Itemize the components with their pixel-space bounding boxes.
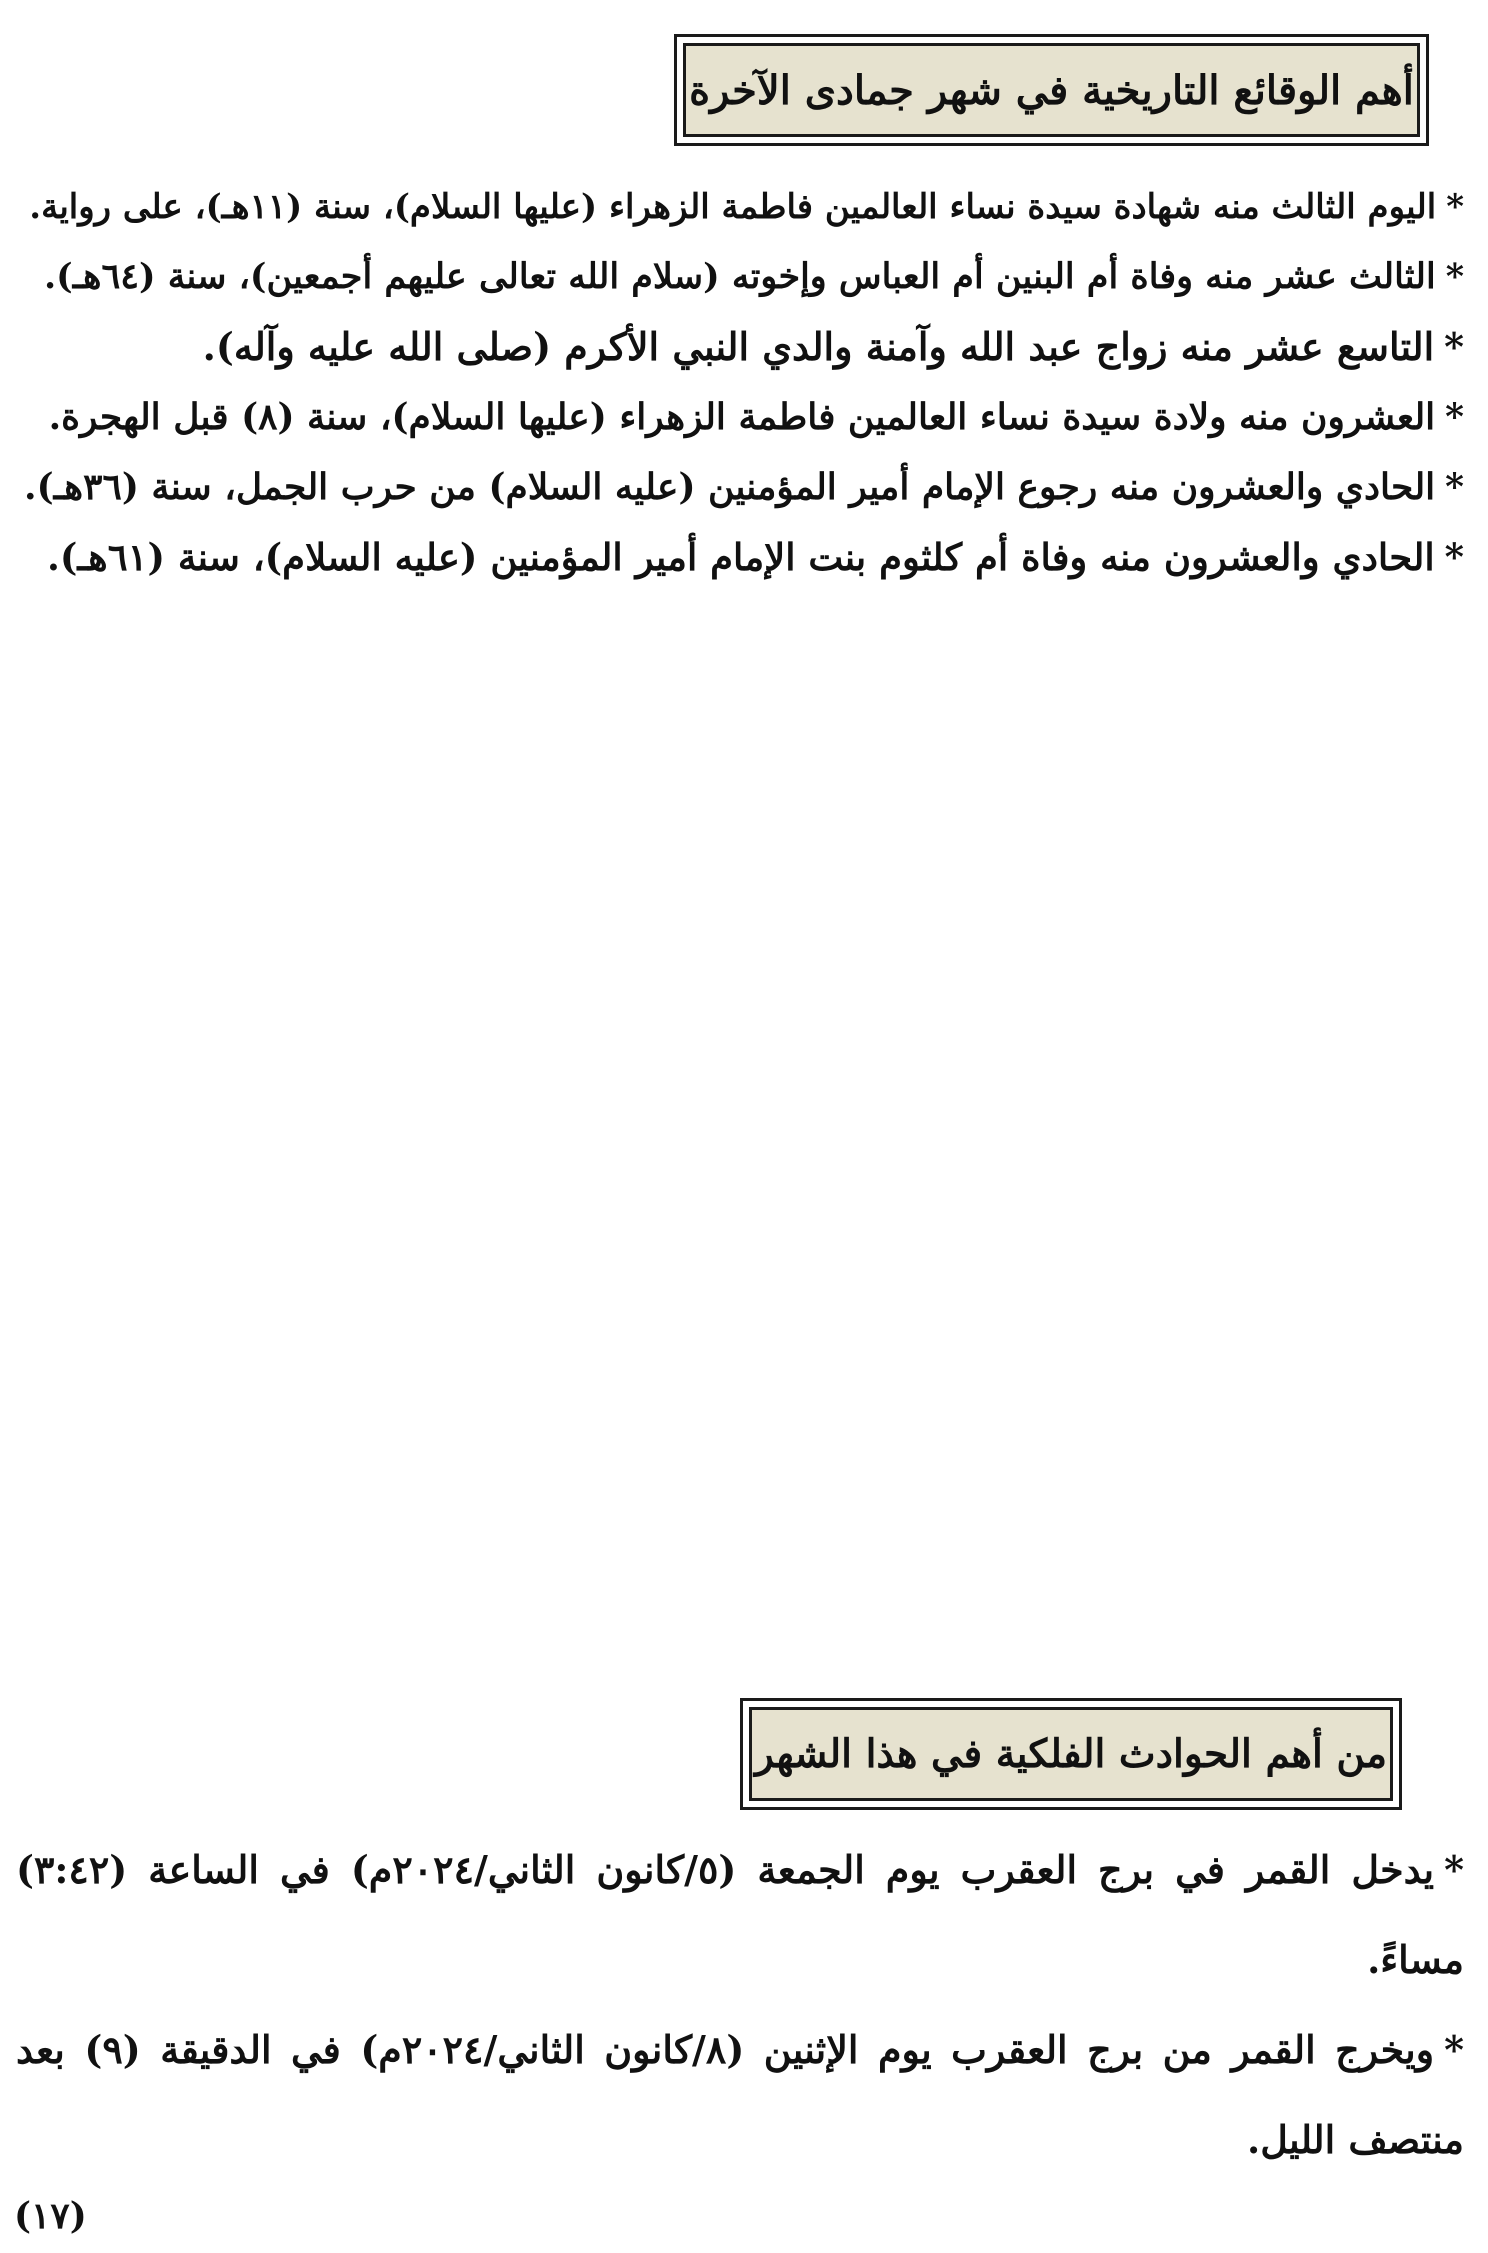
historical-events-title: أهم الوقائع التاريخية في شهر جمادى الآخرة: [683, 43, 1420, 137]
list-item: [16, 172, 1464, 242]
bullet-icon: *: [1444, 324, 1464, 369]
list-item: [16, 522, 1464, 592]
event-text: اليوم الثالث منه شهادة سيدة نساء العالمين فاطمة الزهراء (عليها السلام)، سنة (١١هـ)، على رواية.: [29, 187, 1437, 227]
event-text: التاسع عشر منه زواج عبد الله وآمنة والدي النبي الأكرم (صلى الله عليه وآله).: [202, 324, 1435, 369]
bullet-icon: *: [1445, 466, 1464, 508]
event-text: يدخل القمر في برج العقرب يوم الجمعة (٥/كانون الثاني/٢٠٢٤م) في الساعة (٣:٤٢) مساءً.: [16, 1847, 1464, 1982]
list-item: [16, 1825, 1464, 2005]
bullet-icon: *: [1446, 187, 1464, 227]
event-text: الحادي والعشرون منه رجوع الإمام أمير المؤمنين (عليه السلام) من حرب الجمل، سنة (٣٦هـ).: [24, 466, 1436, 508]
astronomical-events-list: [16, 1825, 1464, 2185]
bullet-icon: *: [1444, 2027, 1464, 2072]
bullet-icon: *: [1445, 256, 1464, 297]
bullet-icon: *: [1444, 1847, 1464, 1892]
list-item: [16, 242, 1464, 312]
page-number: (١٧): [14, 2195, 87, 2237]
event-text: العشرون منه ولادة سيدة نساء العالمين فاطمة الزهراء (عليها السلام)، سنة (٨) قبل الهجرة.: [48, 396, 1436, 438]
bullet-icon: *: [1444, 535, 1464, 579]
list-item: [16, 452, 1464, 522]
astronomical-events-title-box: [740, 1698, 1402, 1810]
bullet-icon: *: [1445, 396, 1464, 438]
event-text: ويخرج القمر من برج العقرب يوم الإثنين (٨/كانون الثاني/٢٠٢٤م) في الدقيقة (٩) بعد منتصف الليل.: [16, 2027, 1464, 2162]
list-item: [16, 2005, 1464, 2185]
list-item: [16, 382, 1464, 452]
event-text: الحادي والعشرون منه وفاة أم كلثوم بنت الإمام أمير المؤمنين (عليه السلام)، سنة (٦١هـ).: [46, 535, 1435, 579]
historical-events-title-box: [674, 34, 1429, 146]
historical-events-list: [16, 172, 1464, 592]
event-text: الثالث عشر منه وفاة أم البنين أم العباس وإخوته (سلام الله تعالى عليهم أجمعين)، سنة (٦٤هـ).: [43, 256, 1436, 297]
astronomical-events-title: من أهم الحوادث الفلكية في هذا الشهر: [749, 1707, 1393, 1801]
list-item: [16, 312, 1464, 382]
